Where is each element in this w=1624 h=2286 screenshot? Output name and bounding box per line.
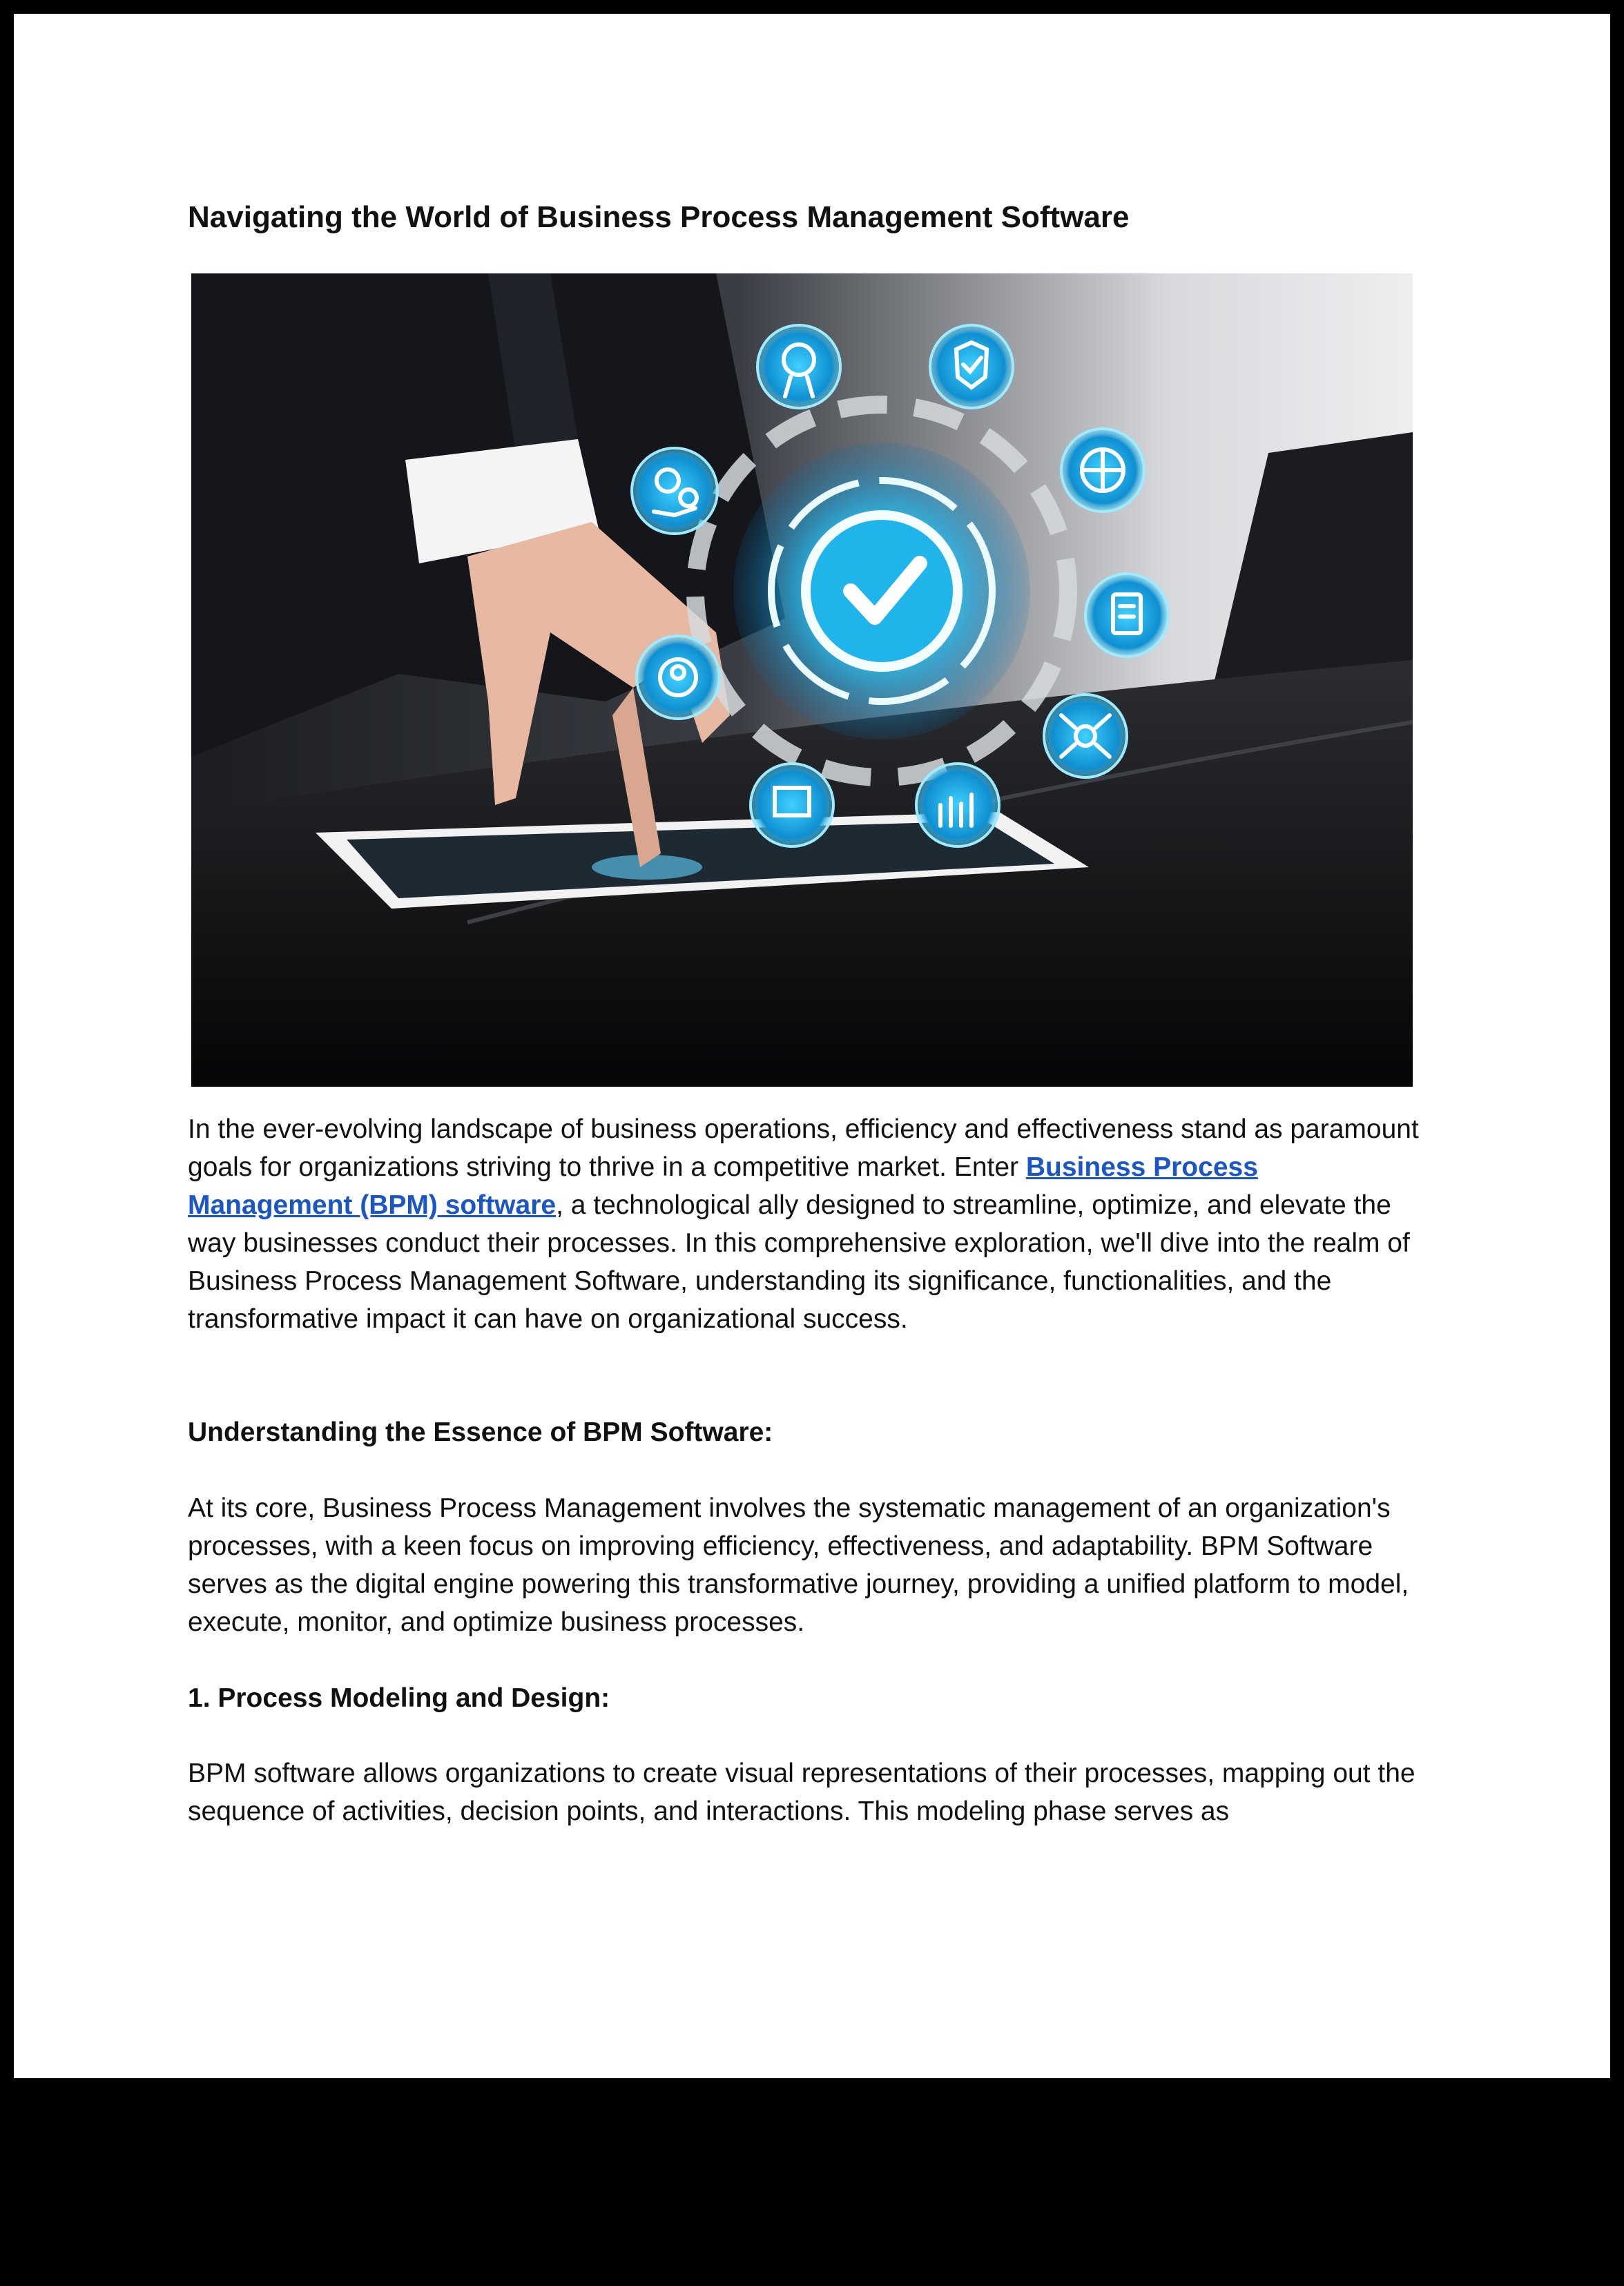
intro-text-after-link: , a technological ally designed to streamline, optimize, and elevate the way businesses conduct their processes. In this comprehensive exploration, we'll dive into the realm of Business Process Management Software, understanding its significance, functionalities, and the transformative impact it can have on organizational success. bbox=[188, 1190, 1410, 1334]
intro-section bbox=[188, 1110, 1424, 1338]
essence-heading: Understanding the Essence of BPM Software: bbox=[188, 1417, 773, 1447]
hero-image bbox=[191, 273, 1413, 1087]
modeling-heading: 1. Process Modeling and Design: bbox=[188, 1683, 610, 1713]
intro-text-before-link: In the ever-evolving landscape of business operations, efficiency and effectiveness stand as paramount goals for organizations striving to thrive in a competitive market. Enter bbox=[188, 1114, 1419, 1182]
essence-heading-block bbox=[188, 1413, 1424, 1451]
essence-paragraph: At its core, Business Process Management involves the systematic management of an organization's processes, with a keen focus on improving efficiency, effectiveness, and adaptability. BPM Software serves as the digital engine powering this transformative journey, providing a unified platform to model, execute, monitor, and optimize business processes. bbox=[188, 1493, 1409, 1637]
modeling-paragraph: BPM software allows organizations to create visual representations of their processes, mapping out the sequence of activities, decision points, and interactions. This modeling phase serves as bbox=[188, 1759, 1415, 1826]
document-title: Navigating the World of Business Process Management Software bbox=[188, 200, 1130, 234]
modeling-heading-block bbox=[188, 1679, 1424, 1717]
hero-illustration bbox=[191, 273, 1413, 1087]
intro-paragraph bbox=[188, 1110, 1424, 1338]
bpm-software-link[interactable]: Business Process Management (BPM) software bbox=[188, 1152, 1258, 1220]
essence-body-block bbox=[188, 1489, 1424, 1641]
modeling-body-block bbox=[188, 1754, 1424, 1830]
